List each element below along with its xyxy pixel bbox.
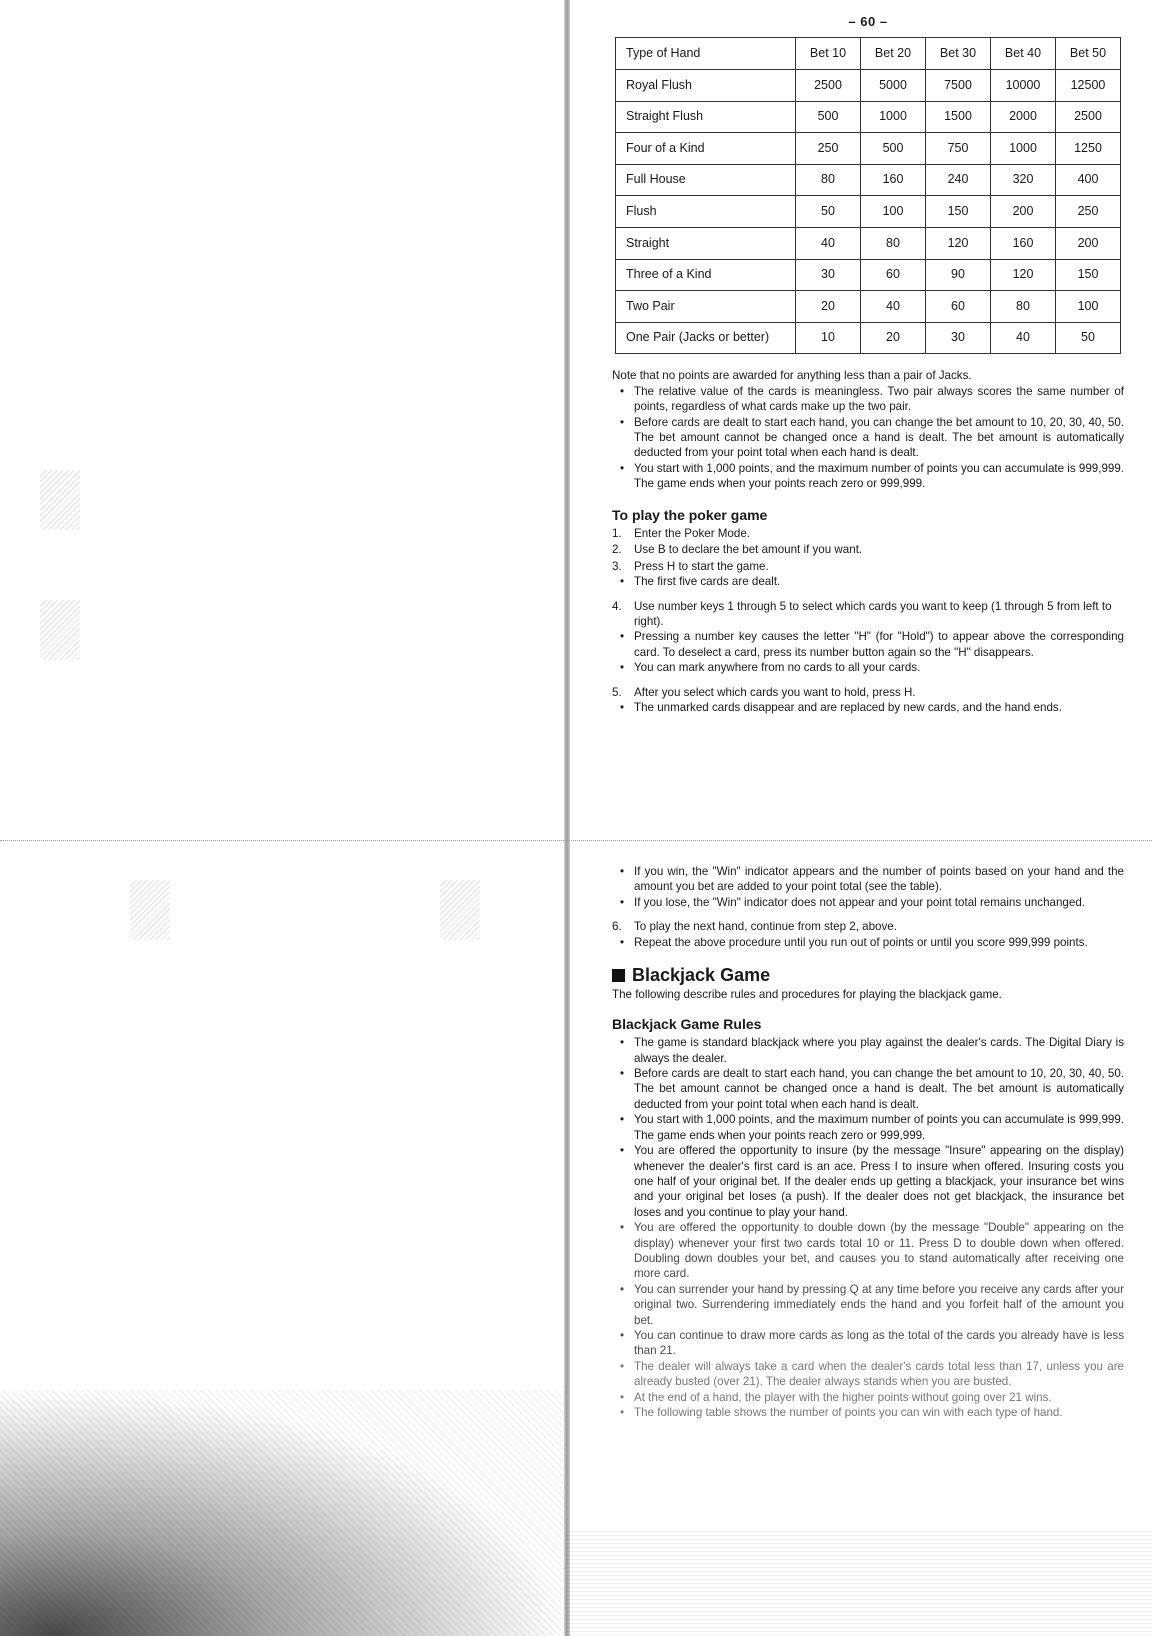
table-row	[616, 196, 1121, 228]
list-item: • Pressing a number key causes the letter "H" (for "Hold") to appear above the corresponding card. To deselect a card, press its number button again so the "H" disappears.	[620, 629, 1124, 660]
table-cell: 30	[926, 322, 991, 354]
step-text: After you select which cards you want to hold, press H.	[634, 685, 916, 699]
table-cell: Full House	[616, 164, 796, 196]
payout-table	[615, 37, 1121, 354]
table-cell: 120	[991, 259, 1056, 291]
table-cell: 5000	[861, 70, 926, 102]
list-item: • You can mark anywhere from no cards to all your cards.	[620, 660, 1124, 675]
list-item: • You start with 1,000 points, and the maximum number of points you can accumulate is 999,999. The game ends when your points reach zero or 999,999.	[620, 461, 1124, 492]
table-cell: 90	[926, 259, 991, 291]
blackjack-heading-text: Blackjack Game	[632, 965, 771, 986]
page-break-line	[0, 840, 1152, 841]
table-cell: 80	[796, 164, 861, 196]
rule-item: • You start with 1,000 points, and the maximum number of points you can accumulate is 999,999. The game ends when your points reach zero or 999,999.	[620, 1112, 1124, 1143]
table-cell: 1000	[861, 101, 926, 133]
table-row	[616, 291, 1121, 323]
table-cell: 10	[796, 322, 861, 354]
step-text: Enter the Poker Mode.	[634, 527, 750, 540]
table-cell: 250	[796, 133, 861, 165]
step-number: 6.	[612, 920, 622, 934]
step-item	[612, 685, 1124, 716]
step-bullets	[620, 700, 1124, 715]
step-item	[612, 559, 1124, 590]
table-row	[616, 70, 1121, 102]
table-cell: 250	[1056, 196, 1121, 228]
table-cell: 1500	[926, 101, 991, 133]
list-item: • The first five cards are dealt.	[620, 574, 1124, 589]
list-item: • The unmarked cards disappear and are replaced by new cards, and the hand ends.	[620, 700, 1124, 715]
table-cell: 150	[1056, 259, 1121, 291]
table-header-row	[616, 38, 1121, 70]
step-6	[612, 919, 1124, 950]
table-cell: 240	[926, 164, 991, 196]
continued-bullets	[620, 864, 1124, 910]
rule-item: • You can continue to draw more cards as long as the total of the cards you already have is less than 21.	[620, 1328, 1124, 1359]
rule-item: • The game is standard blackjack where you play against the dealer's cards. The Digital Diary is always the dealer.	[620, 1035, 1124, 1066]
table-cell: 100	[861, 196, 926, 228]
table-cell: 160	[861, 164, 926, 196]
list-item: • If you lose, the "Win" indicator does not appear and your point total remains unchanged.	[620, 895, 1124, 910]
table-cell: Two Pair	[616, 291, 796, 323]
step-number: 1.	[612, 527, 622, 540]
table-cell: 20	[861, 322, 926, 354]
table-cell: Straight	[616, 227, 796, 259]
step-number: 4.	[612, 599, 622, 613]
table-row	[616, 227, 1121, 259]
rule-item: • You are offered the opportunity to insure (by the message "Insure" appearing on the display) whenever the dealer's first card is an ace. Press I to insure when offered. Insuring costs you one half of your original bet. If the dealer ends up getting a blackjack, your insurance bet wins and your original bet loses (a push). If the dealer does not get blackjack, the insurance bet loses and you continue to play your hand.	[620, 1143, 1124, 1220]
rule-item: • At the end of a hand, the player with the higher points without going over 21 wins.	[620, 1390, 1124, 1405]
table-cell: 500	[796, 101, 861, 133]
list-item: • Repeat the above procedure until you run out of points or until you score 999,999 points.	[620, 935, 1124, 950]
table-row	[616, 259, 1121, 291]
table-header-cell: Bet 40	[991, 38, 1056, 70]
scan-speck	[130, 880, 170, 940]
blackjack-intro: The following describe rules and procedures for playing the blackjack game.	[612, 988, 1002, 1002]
table-header-cell: Bet 30	[926, 38, 991, 70]
table-cell: 120	[926, 227, 991, 259]
table-header-cell: Type of Hand	[616, 38, 796, 70]
poker-heading: To play the poker game	[612, 506, 768, 523]
table-cell: 200	[1056, 227, 1121, 259]
table-cell: 150	[926, 196, 991, 228]
table-cell: 40	[861, 291, 926, 323]
table-cell: 10000	[991, 70, 1056, 102]
table-cell: 20	[796, 291, 861, 323]
list-item: • Before cards are dealt to start each hand, you can change the bet amount to 10, 20, 30, 40, 50. The bet amount cannot be changed once a hand is dealt. The bet amount is automatically deducted from your point total when each hand is dealt.	[620, 415, 1124, 461]
table-cell: 40	[796, 227, 861, 259]
square-bullet-icon	[612, 969, 625, 982]
scan-grain	[566, 1530, 1152, 1636]
rule-item: • Before cards are dealt to start each hand, you can change the bet amount to 10, 20, 30, 40, 50. The bet amount cannot be changed once a hand is dealt. The bet amount is automatically deducted from your point total when each hand is dealt.	[620, 1066, 1124, 1112]
list-item: • The relative value of the cards is meaningless. Two pair always scores the same number of points, regardless of what cards make up the two pair.	[620, 384, 1124, 415]
table-cell: Flush	[616, 196, 796, 228]
rules-heading: Blackjack Game Rules	[612, 1015, 762, 1032]
table-cell: One Pair (Jacks or better)	[616, 322, 796, 354]
table-cell: 40	[991, 322, 1056, 354]
table-cell: 160	[991, 227, 1056, 259]
table-header-cell: Bet 20	[861, 38, 926, 70]
step-bullets	[620, 629, 1124, 675]
step-bullets	[620, 574, 1124, 589]
table-header-cell: Bet 10	[796, 38, 861, 70]
table-cell: 400	[1056, 164, 1121, 196]
step-text: Press H to start the game.	[634, 559, 769, 573]
table-cell: 7500	[926, 70, 991, 102]
table-cell: 200	[991, 196, 1056, 228]
note-bullets	[620, 384, 1124, 492]
step-text: Use B to declare the bet amount if you want.	[634, 543, 863, 557]
table-cell: 50	[1056, 322, 1121, 354]
poker-steps	[612, 526, 1124, 715]
page-number: – 60 –	[848, 14, 888, 29]
step-item	[612, 599, 1124, 676]
table-cell: 1000	[991, 133, 1056, 165]
rule-item: • The following table shows the number of points you can win with each type of hand.	[620, 1405, 1124, 1420]
table-cell: 80	[861, 227, 926, 259]
table-cell: 2500	[796, 70, 861, 102]
table-cell: 500	[861, 133, 926, 165]
table-header-cell: Bet 50	[1056, 38, 1121, 70]
step-item	[612, 526, 1124, 541]
blackjack-heading	[612, 965, 1124, 986]
list-item: • If you win, the "Win" indicator appears and the number of points based on your hand and the amount you bet are added to your point total (see the table).	[620, 864, 1124, 895]
rules-list	[620, 1035, 1124, 1420]
table-body	[616, 70, 1121, 354]
table-cell: Three of a Kind	[616, 259, 796, 291]
scan-shadow	[0, 1390, 566, 1636]
table-cell: Four of a Kind	[616, 133, 796, 165]
note-text: Note that no points are awarded for anything less than a pair of Jacks.	[612, 369, 972, 383]
table-row	[616, 133, 1121, 165]
table-cell: 2000	[991, 101, 1056, 133]
table-cell: 60	[926, 291, 991, 323]
table-cell: 30	[796, 259, 861, 291]
table-row	[616, 322, 1121, 354]
step-item	[612, 919, 1124, 950]
scan-speck	[40, 600, 80, 660]
step-text: To play the next hand, continue from step 2, above.	[634, 920, 897, 934]
table-cell: 60	[861, 259, 926, 291]
scan-speck	[440, 880, 480, 940]
table-cell: 80	[991, 291, 1056, 323]
table-cell: 1250	[1056, 133, 1121, 165]
table-row	[616, 164, 1121, 196]
table-cell: 100	[1056, 291, 1121, 323]
step-text: Use number keys 1 through 5 to select which cards you want to keep (1 through 5 from left to right).	[634, 599, 1112, 629]
rule-item: • The dealer will always take a card when the dealer's cards total less than 17, unless you are already busted (over 21). The dealer always stands when you are busted.	[620, 1359, 1124, 1390]
right-page	[612, 14, 1124, 715]
step-number: 3.	[612, 559, 622, 573]
table-cell: 12500	[1056, 70, 1121, 102]
table-cell: 750	[926, 133, 991, 165]
table-cell: 50	[796, 196, 861, 228]
step-number: 2.	[612, 543, 622, 557]
page-fold	[564, 0, 570, 1636]
table-cell: 2500	[1056, 101, 1121, 133]
lower-section	[612, 864, 1124, 1420]
step-number: 5.	[612, 685, 622, 699]
table-row	[616, 101, 1121, 133]
scan-speck	[40, 470, 80, 530]
step-bullets	[620, 935, 1124, 950]
rule-item: • You are offered the opportunity to double down (by the message "Double" appearing on the display) whenever your first two cards total 10 or 11. Press D to double down when offered. Doubling down doubles your bet, and causes you to stand automatically after receiving one more card.	[620, 1220, 1124, 1282]
table-cell: Royal Flush	[616, 70, 796, 102]
table-cell: Straight Flush	[616, 101, 796, 133]
step-item	[612, 542, 1124, 557]
table-cell: 320	[991, 164, 1056, 196]
rule-item: • You can surrender your hand by pressing Q at any time before you receive any cards after your original two. Surrendering immediately ends the hand and you forfeit half of the amount you bet.	[620, 1282, 1124, 1328]
